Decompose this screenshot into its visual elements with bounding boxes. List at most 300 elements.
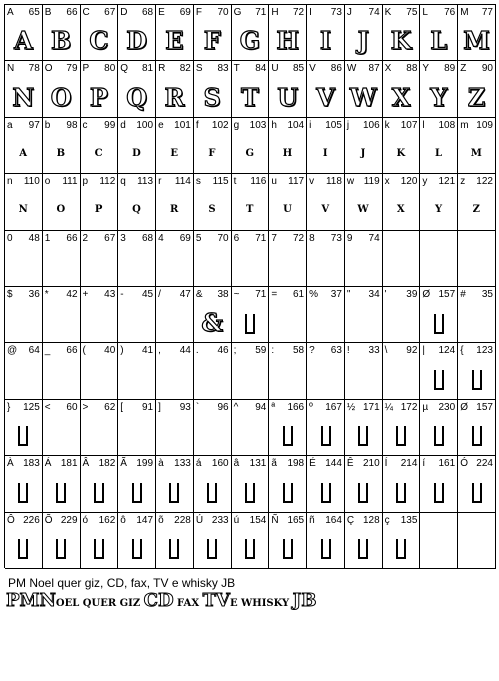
cell-char: V [309, 63, 316, 75]
cell-label [158, 233, 191, 245]
glyph-preview [194, 247, 231, 286]
glyph-preview: S [203, 82, 221, 112]
cell-char: w [346, 176, 355, 188]
cell-char: S [195, 63, 203, 75]
cell-code: 154 [249, 514, 267, 526]
cell-char: À [7, 458, 14, 470]
glyph-cell [307, 456, 345, 512]
glyph-preview: V [316, 82, 335, 112]
glyph-preview [345, 416, 382, 455]
missing-glyph-box-icon [56, 483, 66, 503]
glyph-preview [81, 247, 118, 286]
cell-label [460, 176, 493, 188]
glyph-preview: J [357, 26, 369, 56]
cell-label [309, 289, 342, 301]
cell-code: 43 [104, 288, 116, 300]
cell-char: ~ [233, 288, 240, 300]
glyph-cell [156, 231, 194, 287]
glyph-preview: U [277, 82, 299, 112]
cell-char: h [271, 119, 277, 131]
glyph-preview [43, 359, 80, 398]
glyph-cell [5, 174, 43, 230]
cell-char: e [158, 119, 164, 131]
sample-segment: OEL QUER GIZ [55, 598, 144, 609]
cell-char: a [7, 119, 13, 131]
sample-text-rendered [6, 590, 316, 615]
glyph-cell [118, 513, 156, 569]
glyph-cell [118, 118, 156, 174]
glyph-preview: & [201, 308, 224, 338]
glyph-cell [118, 231, 156, 287]
glyph-preview [458, 472, 495, 511]
missing-glyph-box-icon [18, 483, 28, 503]
cell-char: x [384, 176, 390, 188]
cell-code: 72 [293, 232, 305, 244]
cell-label [422, 402, 455, 414]
glyph-preview: B [56, 147, 66, 159]
glyph-preview [458, 247, 495, 286]
glyph-preview [345, 529, 382, 568]
cell-code: 117 [288, 176, 305, 188]
glyph-preview [156, 247, 193, 286]
glyph-preview [81, 303, 118, 342]
cell-char: \ [384, 345, 388, 357]
glyph-preview: X [391, 82, 411, 112]
cell-label [158, 7, 191, 19]
glyph-preview [194, 529, 231, 568]
cell-code: 71 [255, 7, 267, 18]
cell-code: 71 [255, 232, 267, 244]
glyph-cell [232, 456, 270, 512]
cell-char: % [309, 288, 319, 300]
glyph-cell [458, 5, 496, 61]
glyph-cell [345, 5, 383, 61]
glyph-preview [420, 359, 457, 398]
glyph-cell [43, 400, 81, 456]
cell-label [460, 458, 493, 470]
cell-char: { [460, 345, 464, 357]
missing-glyph-box-icon [434, 483, 444, 503]
cell-code: 82 [179, 63, 191, 75]
cell-label [120, 176, 153, 188]
glyph-cell [118, 456, 156, 512]
glyph-cell [420, 231, 458, 287]
cell-code: 162 [98, 514, 116, 526]
glyph-preview: G [239, 26, 261, 56]
cell-code: 160 [211, 458, 229, 470]
missing-glyph-box-icon [94, 539, 104, 559]
glyph-cell [458, 456, 496, 512]
glyph-preview [156, 472, 193, 511]
cell-label [196, 7, 229, 19]
cell-label [120, 7, 153, 19]
cell-char: 2 [82, 232, 89, 244]
glyph-preview: C [89, 26, 109, 56]
cell-code: 70 [217, 7, 229, 18]
glyph-preview [383, 416, 420, 455]
glyph-cell [269, 5, 307, 61]
glyph-cell [269, 513, 307, 569]
cell-char: . [195, 345, 199, 357]
glyph-cell [5, 287, 43, 343]
glyph-cell [156, 400, 194, 456]
cell-char: n [7, 176, 13, 188]
glyph-preview: A [19, 147, 28, 159]
glyph-cell [232, 287, 270, 343]
glyph-cell [5, 118, 43, 174]
glyph-cell [307, 231, 345, 287]
glyph-cell [118, 400, 156, 456]
cell-char: 8 [309, 232, 315, 244]
cell-code: 110 [23, 176, 40, 188]
glyph-cell [307, 61, 345, 117]
missing-glyph-box-icon [169, 539, 179, 559]
cell-char: â [233, 458, 240, 470]
missing-glyph-box-icon [321, 483, 331, 503]
glyph-cell [194, 456, 232, 512]
glyph-cell [194, 61, 232, 117]
glyph-preview [118, 359, 155, 398]
glyph-cell [420, 174, 458, 230]
glyph-preview: N [12, 82, 35, 112]
cell-char: R [158, 63, 166, 75]
glyph-cell [345, 513, 383, 569]
cell-code: 230 [438, 401, 456, 413]
glyph-cell [5, 400, 43, 456]
cell-code: 80 [104, 63, 116, 75]
cell-code: 122 [476, 176, 493, 188]
cell-char: í [422, 458, 426, 470]
cell-char: _ [44, 345, 51, 357]
glyph-preview [307, 529, 344, 568]
glyph-cell [43, 343, 81, 399]
cell-char: G [233, 7, 242, 18]
cell-char: Q [120, 63, 129, 75]
cell-code: 87 [368, 63, 380, 75]
glyph-cell [383, 343, 421, 399]
glyph-preview [232, 529, 269, 568]
cell-label [7, 63, 40, 75]
glyph-cell [81, 287, 119, 343]
cell-char: ã [271, 458, 277, 470]
glyph-cell [232, 118, 270, 174]
cell-code: 75 [406, 7, 418, 18]
cell-char: ô [120, 514, 126, 526]
cell-char: U [271, 63, 279, 75]
cell-code: 44 [179, 345, 191, 357]
glyph-cell [345, 343, 383, 399]
glyph-preview [43, 472, 80, 511]
cell-label [83, 120, 116, 132]
glyph-cell [232, 400, 270, 456]
glyph-preview [420, 303, 457, 342]
glyph-preview: L [430, 26, 448, 56]
cell-label [347, 289, 380, 301]
cell-code: 93 [179, 401, 191, 413]
glyph-cell [269, 174, 307, 230]
cell-char: 7 [271, 232, 277, 244]
cell-code: 124 [438, 345, 456, 357]
cell-char: Â [82, 458, 90, 470]
cell-label [422, 7, 455, 19]
cell-code: 37 [330, 288, 342, 300]
cell-code: 84 [255, 63, 267, 75]
glyph-preview [345, 247, 382, 286]
grid-row [5, 513, 496, 569]
glyph-cell [194, 287, 232, 343]
grid-row [5, 456, 496, 512]
glyph-preview [345, 472, 382, 511]
cell-code: 46 [217, 345, 229, 357]
missing-glyph-box-icon [245, 314, 255, 334]
glyph-cell [232, 5, 270, 61]
glyph-preview: H [276, 26, 300, 56]
cell-code: 38 [217, 288, 229, 300]
cell-label [234, 458, 267, 470]
cell-char: u [271, 176, 277, 188]
cell-label [120, 233, 153, 245]
character-map-grid [4, 4, 496, 568]
cell-code: 128 [362, 514, 380, 526]
cell-code: 182 [98, 458, 116, 470]
missing-glyph-box-icon [94, 483, 104, 503]
cell-char: t [233, 176, 237, 188]
glyph-cell [269, 61, 307, 117]
glyph-preview: I [319, 26, 332, 56]
glyph-cell [458, 118, 496, 174]
glyph-preview [383, 529, 420, 568]
glyph-preview [118, 247, 155, 286]
cell-code: 226 [23, 514, 40, 526]
cell-char: H [271, 7, 279, 18]
cell-label [83, 63, 116, 75]
cell-char: p [82, 176, 89, 188]
cell-code: 61 [293, 288, 305, 300]
cell-label [196, 402, 229, 414]
glyph-preview [420, 416, 457, 455]
cell-char: ! [346, 345, 350, 357]
cell-label [234, 289, 267, 301]
cell-code: 62 [104, 401, 116, 413]
sample-segment: FAX [173, 598, 203, 609]
glyph-preview [458, 303, 495, 342]
glyph-preview [5, 359, 42, 398]
glyph-preview: N [18, 204, 29, 216]
cell-char: D [120, 7, 128, 18]
cell-char: ½ [346, 401, 356, 413]
cell-label [460, 63, 493, 75]
glyph-preview [232, 303, 269, 342]
glyph-cell [81, 400, 119, 456]
glyph-preview: T [246, 204, 254, 216]
glyph-cell [232, 231, 270, 287]
glyph-cell [345, 456, 383, 512]
glyph-preview [383, 359, 420, 398]
cell-char: á [195, 458, 202, 470]
cell-code: 157 [438, 288, 456, 300]
sample-segment: JB [292, 590, 317, 611]
cell-code: 68 [141, 7, 154, 18]
cell-code: 123 [476, 345, 493, 357]
cell-code: 210 [362, 458, 380, 470]
cell-code: 111 [62, 176, 78, 188]
cell-label [309, 402, 342, 414]
glyph-cell [194, 343, 232, 399]
cell-label [347, 515, 380, 527]
cell-code: 112 [99, 176, 116, 188]
glyph-cell [43, 513, 81, 569]
cell-char: Ó [460, 458, 468, 470]
glyph-cell [345, 287, 383, 343]
cell-label [309, 345, 342, 357]
glyph-cell [307, 174, 345, 230]
glyph-cell [458, 513, 496, 569]
glyph-preview [156, 303, 193, 342]
glyph-cell [5, 456, 43, 512]
glyph-preview [156, 416, 193, 455]
glyph-preview: J [360, 147, 366, 159]
cell-code: 66 [66, 7, 78, 18]
cell-label [120, 515, 153, 527]
glyph-cell [232, 61, 270, 117]
missing-glyph-box-icon [396, 539, 406, 559]
glyph-cell [156, 287, 194, 343]
glyph-cell [43, 174, 81, 230]
cell-label [7, 289, 40, 301]
cell-code: 81 [141, 63, 154, 75]
cell-code: 58 [293, 345, 305, 357]
cell-code: 181 [60, 458, 78, 470]
cell-code: 233 [211, 514, 229, 526]
cell-char: + [82, 288, 89, 300]
glyph-preview [43, 247, 80, 286]
cell-code: 109 [476, 119, 493, 131]
cell-label [45, 233, 78, 245]
cell-label [460, 345, 493, 357]
cell-label [347, 120, 380, 132]
cell-label [158, 402, 191, 414]
cell-code: 224 [476, 458, 493, 470]
glyph-cell [307, 5, 345, 61]
glyph-preview: R [164, 82, 185, 112]
cell-char: E [158, 7, 165, 18]
cell-char: [ [120, 401, 124, 413]
glyph-preview: Y [434, 204, 443, 216]
cell-char: J [346, 7, 352, 18]
cell-char: ? [309, 345, 315, 357]
cell-code: 72 [293, 7, 305, 18]
missing-glyph-box-icon [132, 483, 142, 503]
cell-label [385, 7, 418, 19]
cell-code: 100 [136, 119, 154, 131]
glyph-cell [420, 400, 458, 456]
glyph-preview: K [390, 26, 412, 56]
cell-label [422, 176, 455, 188]
cell-code: 103 [249, 119, 267, 131]
glyph-cell [43, 118, 81, 174]
cell-code: 74 [368, 232, 380, 244]
glyph-preview [5, 529, 42, 568]
glyph-preview [156, 359, 193, 398]
glyph-preview: F [203, 26, 221, 56]
cell-char: C [82, 7, 90, 18]
cell-code: 64 [28, 345, 40, 357]
glyph-cell [307, 287, 345, 343]
cell-char: q [120, 176, 126, 188]
glyph-cell [307, 343, 345, 399]
cell-code: 119 [363, 176, 380, 188]
glyph-cell [269, 456, 307, 512]
glyph-cell [43, 61, 81, 117]
cell-char: @ [7, 345, 18, 357]
glyph-cell [194, 118, 232, 174]
cell-label [45, 120, 78, 132]
cell-code: 66 [66, 345, 78, 357]
cell-char: ` [195, 401, 200, 413]
cell-code: 106 [362, 119, 380, 131]
glyph-cell [458, 174, 496, 230]
glyph-preview [43, 416, 80, 455]
cell-char: I [309, 7, 312, 18]
cell-code: 116 [250, 176, 267, 188]
cell-label [234, 233, 267, 245]
glyph-cell [194, 400, 232, 456]
cell-char: * [44, 288, 49, 300]
cell-char: , [158, 345, 161, 357]
cell-label [385, 120, 418, 132]
glyph-cell [269, 287, 307, 343]
sample-segment: N [39, 590, 56, 611]
cell-char: = [271, 288, 278, 300]
cell-label [234, 7, 267, 19]
glyph-cell [458, 343, 496, 399]
cell-char: 6 [233, 232, 240, 244]
glyph-preview: W [349, 82, 377, 112]
cell-char: à [158, 458, 164, 470]
glyph-preview: W [357, 204, 370, 216]
glyph-preview: G [245, 147, 255, 159]
cell-char: r [158, 176, 162, 188]
glyph-preview: Q [126, 82, 148, 112]
cell-char: ¼ [384, 401, 393, 413]
cell-label [422, 289, 455, 301]
missing-glyph-box-icon [396, 483, 406, 503]
glyph-preview: O [56, 204, 66, 216]
glyph-preview [420, 247, 457, 286]
cell-char: W [346, 63, 357, 75]
cell-label [460, 7, 493, 19]
missing-glyph-box-icon [434, 314, 444, 334]
cell-char: 1 [44, 232, 51, 244]
glyph-preview: C [94, 147, 104, 159]
cell-label [271, 345, 304, 357]
cell-code: 63 [330, 345, 342, 357]
missing-glyph-box-icon [56, 539, 66, 559]
grid-row [5, 231, 496, 287]
glyph-preview [156, 529, 193, 568]
cell-label [83, 176, 116, 188]
cell-label [158, 289, 191, 301]
cell-code: 101 [174, 119, 191, 131]
cell-label [385, 289, 418, 301]
cell-label [45, 176, 78, 188]
cell-char: Í [384, 458, 388, 470]
cell-label [83, 7, 116, 19]
cell-code: 66 [66, 232, 78, 244]
cell-label [196, 458, 229, 470]
cell-label [7, 345, 40, 357]
cell-label [271, 458, 304, 470]
